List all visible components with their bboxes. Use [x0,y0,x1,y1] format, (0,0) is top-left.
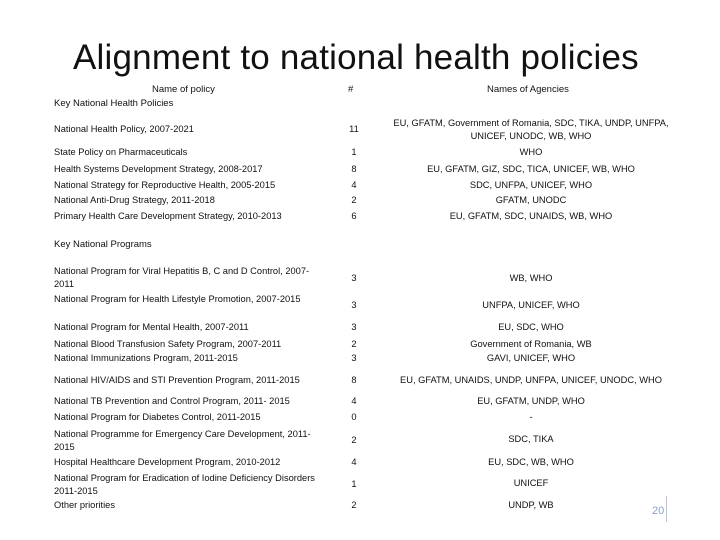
program-name: National Program for Diabetes Control, 2011-2015 [54,412,261,422]
program-name: National Program for Viral Hepatitis B, C and D Control, 2007-2011 [54,266,310,289]
agency-list: Government of Romania, WB [470,339,592,349]
section-key-health-policies: Key National Health Policies [54,98,174,109]
program-name: National TB Prevention and Control Program, 2011- 2015 [54,396,290,406]
agency-count: 4 [351,396,357,406]
policy-name: Primary Health Care Development Strategy, 2010-2013 [54,211,282,221]
program-name: National Program for Health Lifestyle Promotion, 2007-2015 [54,294,301,304]
agency-list: SDC, UNFPA, UNICEF, WHO [469,180,593,190]
agency-list: WB, WHO [509,273,553,283]
agency-list: GAVI, UNICEF, WHO [486,353,576,363]
page-number-divider [666,496,667,522]
program-name: National Programme for Emergency Care Development, 2011-2015 [54,429,311,452]
program-name: National Program for Mental Health, 2007-2011 [54,322,249,332]
header-count: # [348,84,354,95]
agency-list: UNICEF [513,478,549,488]
agency-list: GFATM, UNODC [495,195,567,205]
agency-count: 2 [351,500,357,510]
agency-list: WHO [519,147,543,157]
section-key-national-programs: Key National Programs [54,239,152,250]
agency-count: 3 [351,300,357,310]
agency-list: SDC, TIKA [508,434,554,444]
page-number: 20 [652,505,665,517]
program-name: National Program for Eradication of Iodine Deficiency Disorders 2011-2015 [54,473,315,496]
page-title: Alignment to national health policies [73,38,639,77]
agency-count: 8 [351,375,357,385]
policy-name: Health Systems Development Strategy, 2008-2017 [54,164,263,174]
agency-count: 3 [351,322,357,332]
agency-count: 6 [351,211,357,221]
program-name: National Immunizations Program, 2011-2015 [54,353,238,363]
program-name: Other priorities [54,500,115,510]
policy-name: National Strategy for Reproductive Health, 2005-2015 [54,180,276,190]
header-agencies: Names of Agencies [487,84,569,95]
agency-count: 3 [351,273,357,283]
program-name: Hospital Healthcare Development Program, 2010-2012 [54,457,281,467]
agency-count: 11 [349,124,359,134]
agency-count: 1 [351,479,357,489]
agency-list: EU, GFATM, Government of Romania, SDC, TIKA, UNDP, UNFPA, UNICEF, UNODC, WB, WHO [393,118,669,141]
agency-count: 2 [351,435,357,445]
policy-name: National Anti-Drug Strategy, 2011-2018 [54,195,215,205]
agency-list: EU, GFATM, UNAIDS, UNDP, UNFPA, UNICEF, UNODC, WHO [400,375,662,385]
agency-list: EU, GFATM, UNDP, WHO [477,396,585,406]
agency-list: EU, SDC, WHO [498,322,564,332]
agency-count: 2 [351,195,357,205]
agency-count: 2 [351,339,357,349]
agency-list: UNFPA, UNICEF, WHO [482,300,580,310]
agency-count: 3 [351,353,357,363]
agency-list: EU, GFATM, GIZ, SDC, TICA, UNICEF, WB, WHO [427,164,635,174]
program-name: National Blood Transfusion Safety Program, 2007-2011 [54,339,282,349]
agency-count: 4 [351,457,357,467]
header-policy-name: Name of policy [152,84,215,95]
agency-list: EU, GFATM, SDC, UNAIDS, WB, WHO [449,211,613,221]
agency-list: - [529,412,533,422]
policy-name: State Policy on Pharmaceuticals [54,147,188,157]
agency-list: EU, SDC, WB, WHO [488,457,574,467]
agency-list: UNDP, WB [508,500,554,510]
agency-count: 4 [351,180,357,190]
agency-count: 0 [351,412,357,422]
agency-count: 8 [351,164,357,174]
program-name: National HIV/AIDS and STI Prevention Program, 2011-2015 [54,375,300,385]
policy-name: National Health Policy, 2007-2021 [54,124,194,134]
agency-count: 1 [351,147,357,157]
